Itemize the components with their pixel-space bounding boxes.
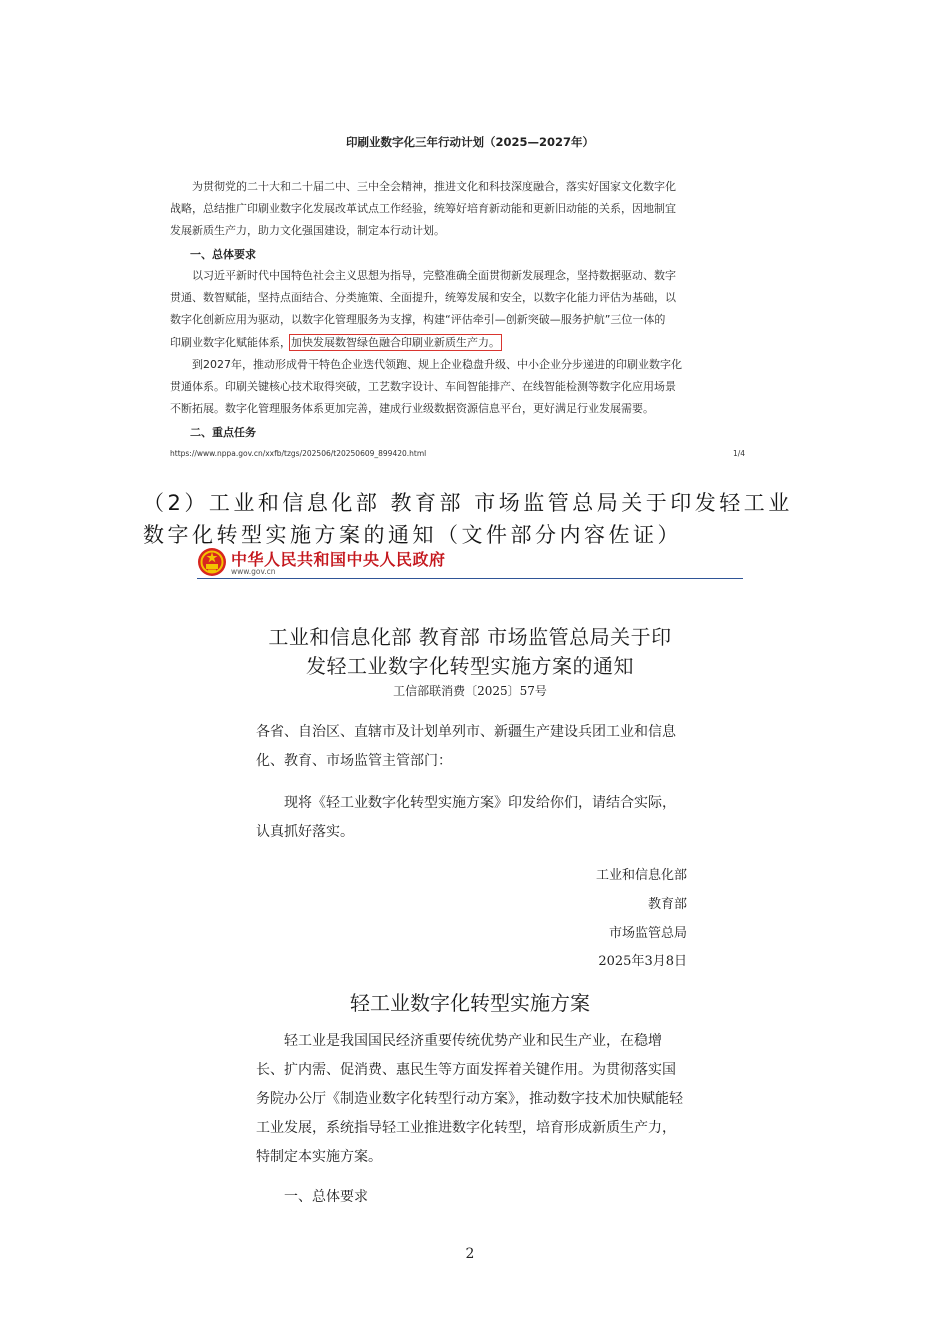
banner-divider [197,578,743,579]
signature-date: 2025年3月8日 [598,954,687,969]
signature-miit: 工业和信息化部 [595,868,687,883]
clipping-section2-heading: 二、重点任务 [190,426,256,439]
clipping-title: 印刷业数字化三年行动计划（2025—2027年） [345,135,594,149]
gov-banner [197,547,743,581]
clipping-goal-line-3: 不断拓展。数字化管理服务体系更加完善，建成行业级数据资源信息平台，更好满足行业发展需要。 [170,402,654,416]
clipping-section1-line-4-prefix: 印刷业数字化赋能体系， [170,335,291,349]
notice-doc-number: 工信部联消费〔2025〕57号 [393,684,547,698]
clipping-intro [170,176,730,243]
signature-samr: 市场监管总局 [608,926,687,941]
clipping-section1-heading: 一、总体要求 [190,248,256,261]
clipping-section1-line-3: 数字化创新应用为驱动，以数字化管理服务为支撑，构建“评估牵引—创新突破—服务护航”三位一体的 [170,313,666,327]
clipping-intro-line-2: 战略，总结推广印刷业数字化发展改革试点工作经验，统筹好培育新动能和更新旧动能的关系，因地制宜 [170,202,676,216]
notice-title-line-1: 工业和信息化部 教育部 市场监管总局关于印 [268,625,672,649]
notice-title-line-2: 发轻工业数字化转型实施方案的通知 [306,654,634,678]
signature-moe: 教育部 [647,897,687,912]
notice-body: 现将《轻工业数字化转型实施方案》印发给你们，请结合实际，认真抓好落实。 [256,795,676,840]
highlighted-sentence: 加快发展数智绿色融合印刷业新质生产力。 [291,335,500,349]
clipping-section1-line-1: 以习近平新时代中国特色社会主义思想为指导，完整准确全面贯彻新发展理念，坚持数据驱动、数字 [192,269,676,282]
clipping-intro-line-1: 为贯彻党的二十大和二十届二中、三中全会精神，推进文化和科技深度融合，落实好国家文化数字化 [192,180,676,193]
national-emblem-icon [197,547,227,577]
clipping-goals [170,354,730,421]
plan-intro: 轻工业是我国国民经济重要传统优势产业和民生产业，在稳增长、扩内需、促消费、惠民生等方面发挥着关键作用。为贯彻落实国务院办公厅《制造业数字化转型行动方案》，推动数字技术加快赋能轻工业发展，系统指导轻工业推进数字化转型，培育形成新质生产力，特制定本实施方案。 [256,1033,683,1165]
clipping-url: https://www.nppa.gov.cn/xxfb/tzgs/202506/t20250609_899420.html [170,449,427,458]
clipping-section1-line-2: 贯通、数智赋能，坚持点面结合、分类施策、全面提升，统筹发展和安全，以数字化能力评估为基础，以 [170,291,676,305]
clipping-intro-line-3: 发展新质生产力，助力文化强国建设，制定本行动计划。 [170,224,445,238]
gov-site-url: www.gov.cn [231,567,276,576]
clipping-goal-line-1: 到2027年，推动形成骨干特色企业迭代领跑、规上企业稳盘升级、中小企业分步递进的印刷业数字化 [192,358,682,371]
clipping-section1-body [170,265,730,354]
notice-title [240,623,700,681]
gov-site-name: 中华人民共和国中央人民政府 [231,550,446,569]
plan-title: 轻工业数字化转型实施方案 [350,991,590,1015]
page-number: 2 [465,1246,475,1262]
clipping-section1-line-4 [170,332,730,354]
evidence-section-heading: （2）工业和信息化部 教育部 市场监管总局关于印发轻工业数字化转型实施方案的通知（文件部分内容佐证） [143,491,793,547]
notice-addressee: 各省、自治区、直辖市及计划单列市、新疆生产建设兵团工业和信息化、教育、市场监管主管部门： [256,724,676,769]
clipping-goal-line-2: 贯通体系。印刷关键核心技术取得突破，工艺数字设计、车间智能排产、在线智能检测等数字化应用场景 [170,380,676,394]
plan-section1-heading: 一、总体要求 [284,1189,368,1205]
clipping-page-indicator: 1/4 [733,449,746,458]
